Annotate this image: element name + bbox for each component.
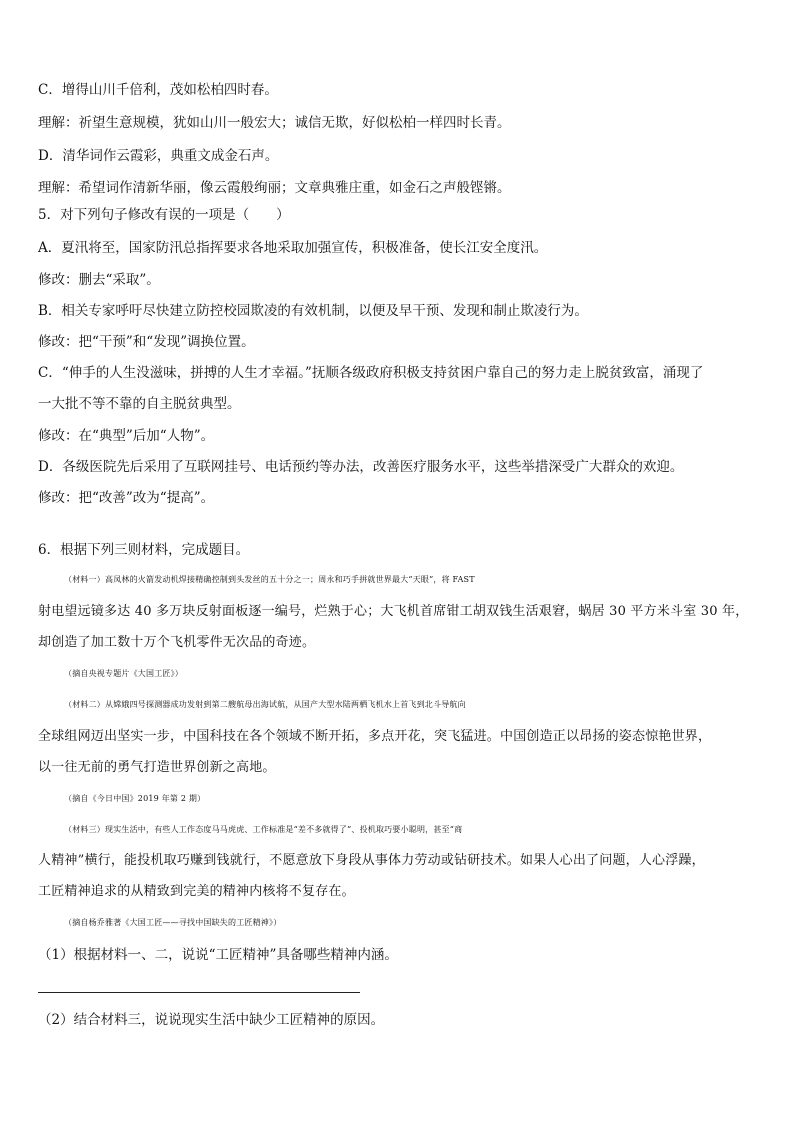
option-c-line: C．增得山川千倍利，茂如松柏四时春。 [38,82,278,98]
q5-option-d: D．各级医院先后采用了互联网挂号、电话预约等办法，改善医疗服务水平，这些举措深受广大群众的欢迎。 [38,459,684,475]
q5-option-a-fix: 修改：删去“采取”。 [38,272,160,288]
material-2-line1: （材料二）从嫦娥四号探测器成功发射到第二艘航母出海试航，从国产大型水陆两栖飞机水上首飞到北斗导航向 [64,700,466,709]
material-1-line1: （材料一）高凤林的火箭发动机焊接精确控制到头发丝的五十分之一；周永和巧手拼就世界最大“天眼”，将 FAST [64,575,475,584]
q5-option-b: B．相关专家呼吁尽快建立防控校园欺凌的有效机制，以便及早干预、发现和制止欺凌行为。 [38,303,588,319]
material-3-line3: 工匠精神追求的从精致到完美的精神内核将不复存在。 [38,884,355,899]
q5-option-d-fix: 修改：把“改善”改为“提高”。 [38,490,215,506]
answer-blank-line [38,992,360,993]
q5-option-c-fix: 修改：在“典型”后加“人物”。 [38,428,215,444]
material-3-line2: 人精神”横行，能投机取巧赚到钱就行，不愿意放下身段从事体力劳动或钻研技术。如果人心出了问题，人心浮躁， [38,853,705,868]
question-5-title: 5．对下列句子修改有误的一项是（ ） [38,207,290,223]
q5-option-c-line2: 一大批不等不靠的自主脱贫典型。 [38,396,241,412]
material-1-line3: 却创造了加工数十万个飞机零件无次品的奇迹。 [38,635,316,650]
q6-subquestion-2: （2）结合材料三，说说现实生活中缺少工匠精神的原因。 [38,1012,385,1028]
q5-option-b-fix: 修改：把“干预”和“发现”调换位置。 [38,334,255,350]
q6-subquestion-1: （1）根据材料一、二，说说“工匠精神”具备哪些精神内涵。 [38,947,398,963]
material-3-line1: （材料三）现实生活中，有些人工作态度马马虎虎、工作标准是“差不多就得了”、投机取巧要小聪明，甚至“商 [64,825,463,834]
material-3-source: （摘自杨乔雅著《大国工匠——寻找中国缺失的工匠精神》） [64,918,282,927]
q5-option-a: A．夏汛将至，国家防汛总指挥要求各地采取加强宣传，积极准备，使长江安全度汛。 [38,240,548,256]
q5-option-c-line1: C．“伸手的人生没滋味，拼搏的人生才幸福。”抚顺各级政府积极支持贫困户靠自己的努力走上脱贫致富，涌现了 [38,365,704,381]
option-d-line: D．清华词作云霞彩，典重文成金石声。 [38,148,279,164]
option-d-explanation: 理解：希望词作清新华丽，像云霞般绚丽；文章典雅庄重，如金石之声般铿锵。 [38,180,511,196]
option-c-explanation: 理解：祈望生意规模，犹如山川一般宏大；诚信无欺，好似松柏一样四时长青。 [38,115,511,131]
material-2-line3: 以一往无前的勇气打造世界创新之高地。 [38,760,276,775]
question-6-title: 6．根据下列三则材料，完成题目。 [38,542,250,558]
material-1-line2: 射电望远镜多达 40 多万块反射面板逐一编号，烂熟于心；大飞机首席钳工胡双钱生活艰窘，蜗居 30 平方米斗室 30 年， [38,604,749,619]
material-1-source: （摘自央视专题片《大国工匠》） [64,669,183,678]
material-2-source: （摘自《今日中国》2019 年第 2 期） [64,794,206,803]
material-2-line2: 全球组网迈出坚实一步，中国科技在各个领域不断开拓，多点开花，突飞猛进。中国创造正以昂扬的姿态惊艳世界， [38,729,712,744]
